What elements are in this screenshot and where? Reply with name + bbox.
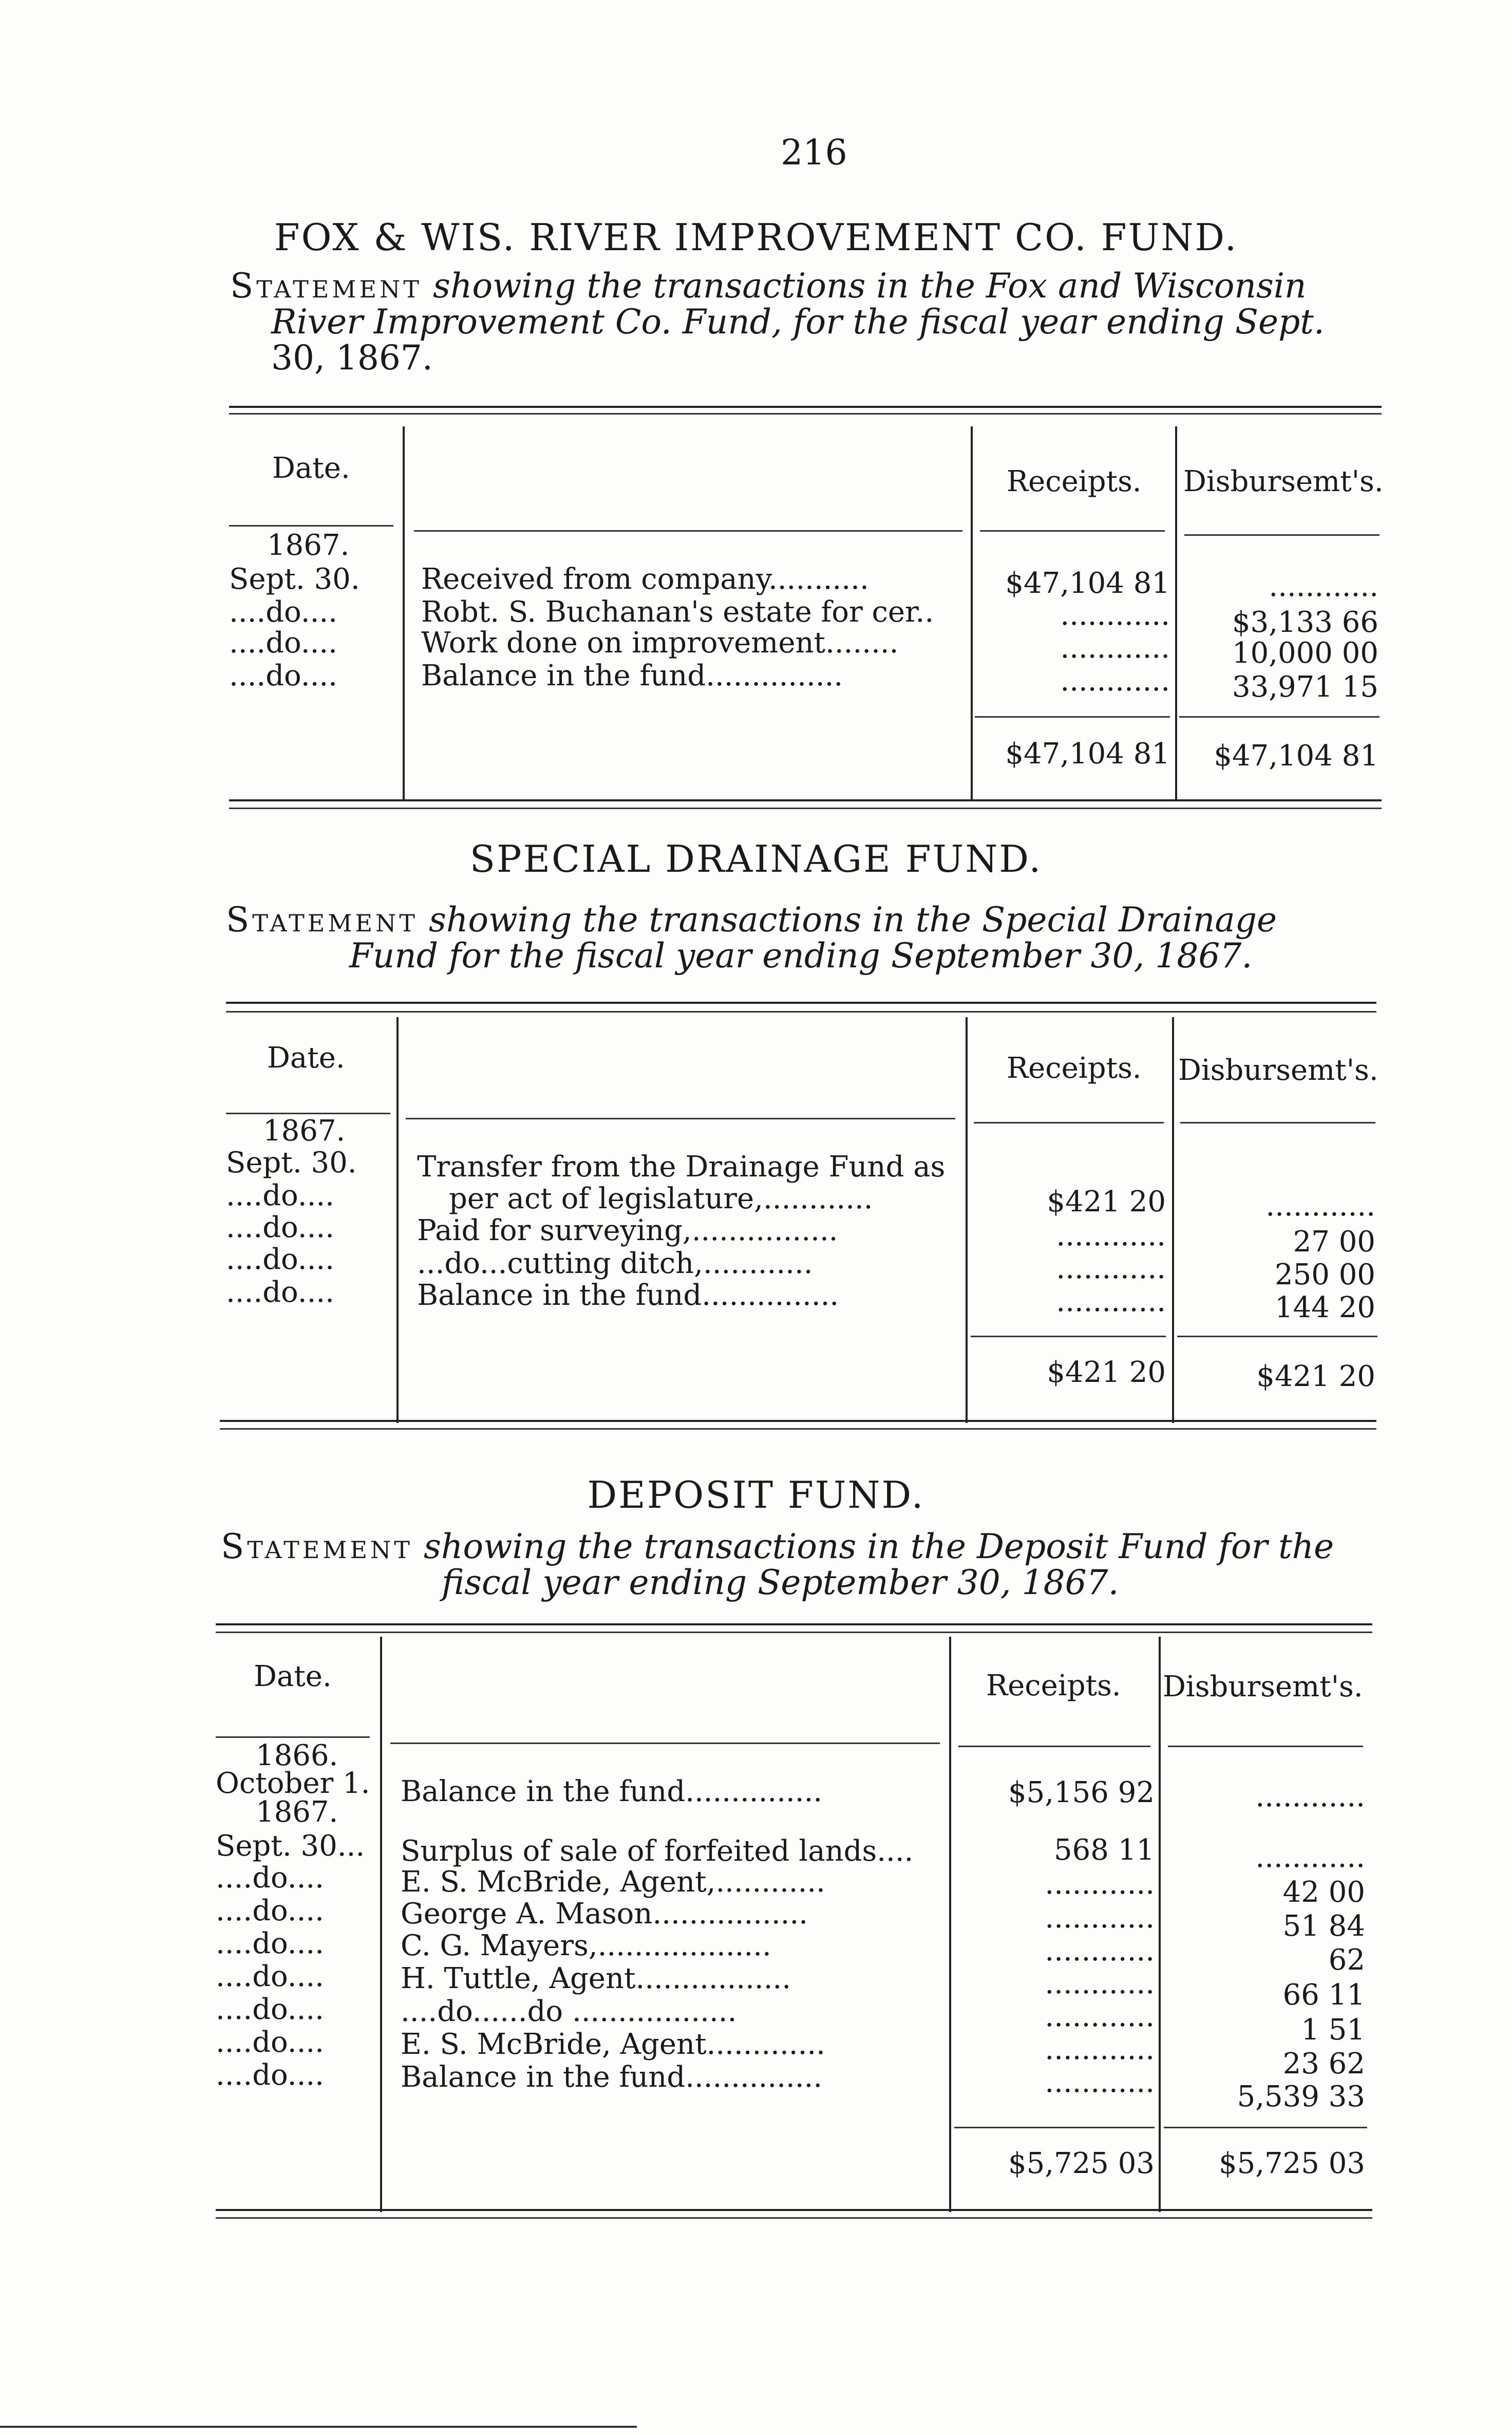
statement-lead: Statement: [230, 266, 422, 306]
header-disbursements: Disbursemt's.: [1163, 1670, 1363, 1703]
total-receipts: $47,104 81: [1005, 737, 1170, 771]
row-receipts: ............: [1045, 2033, 1155, 2066]
row-description: Paid for surveying,................: [417, 1214, 838, 1247]
row-disbursement: $3,133 66: [1232, 606, 1378, 639]
row-receipts: 568 11: [1054, 1833, 1155, 1867]
row-date: ....do....: [216, 2058, 324, 2092]
row-receipts: $5,156 92: [1008, 1776, 1155, 1809]
row-disbursement: 10,000 00: [1232, 636, 1378, 670]
row-disbursement: ............: [1269, 570, 1378, 603]
page-number: 216: [781, 133, 847, 173]
row-receipts: $47,104 81: [1005, 567, 1170, 600]
row-date: 1867.: [267, 529, 350, 562]
row-date: ....do....: [216, 1861, 324, 1895]
row-disbursement: 51 84: [1282, 1909, 1365, 1943]
header-date: Date.: [267, 1041, 345, 1075]
row-disbursement: 33,971 15: [1232, 670, 1378, 704]
row-date: Sept. 30.: [229, 563, 360, 596]
row-date: ....do....: [216, 1894, 324, 1927]
header-disbursements: Disbursemt's.: [1178, 1054, 1378, 1087]
row-disbursement: 27 00: [1293, 1225, 1375, 1259]
row-description: Balance in the fund...............: [401, 2061, 823, 2094]
statement-line: fiscal year ending September 30, 1867.: [442, 1563, 1119, 1602]
statement-line: Fund for the fiscal year ending September 30, 1867.: [349, 936, 1253, 976]
row-description: C. G. Mayers,...................: [401, 1929, 771, 1962]
row-disbursement: ............: [1255, 1841, 1365, 1874]
header-receipts: Receipts.: [986, 1669, 1121, 1702]
statement-line: showing the transactions in the Fox and Wisconsin: [432, 266, 1307, 306]
row-description: E. S. McBride, Agent.............: [401, 2028, 825, 2061]
row-receipts: ............: [1045, 1901, 1155, 1935]
total-receipts: $5,725 03: [1008, 2147, 1155, 2180]
total-disbursements: $47,104 81: [1214, 739, 1378, 773]
row-disbursement: 42 00: [1282, 1876, 1365, 1909]
row-date: ....do....: [226, 1179, 334, 1212]
statement-lead: Statement: [226, 900, 418, 940]
row-disbursement: 23 62: [1282, 2047, 1365, 2081]
statement-line: River Improvement Co. Fund, for the fiscal year ending Sept.: [271, 302, 1325, 342]
statement-text: [226, 902, 1387, 974]
row-receipts: ............: [1045, 1867, 1155, 1901]
row-disbursement: 62: [1328, 1943, 1365, 1977]
row-receipts: ............: [1060, 631, 1170, 665]
row-date: ....do....: [216, 1993, 324, 2026]
row-date: ....do....: [229, 595, 337, 629]
row-disbursement: 66 11: [1282, 1978, 1365, 2012]
row-date: 1866.: [256, 1739, 338, 1772]
row-date: Sept. 30.: [226, 1146, 357, 1179]
statement-line: showing the transactions in the Special Drainage: [428, 900, 1277, 940]
row-disbursement: 5,539 33: [1237, 2080, 1365, 2113]
header-disbursements: Disbursemt's.: [1183, 465, 1384, 498]
row-description: Surplus of sale of forfeited lands....: [401, 1834, 914, 1868]
row-description: Transfer from the Drainage Fund as: [417, 1150, 946, 1184]
row-description: Balance in the fund...............: [417, 1279, 839, 1312]
row-description: H. Tuttle, Agent.................: [401, 1962, 791, 1995]
row-receipts: ............: [1045, 2000, 1155, 2033]
row-disbursement: 144 20: [1275, 1291, 1375, 1324]
row-date: ....do....: [226, 1211, 334, 1244]
row-receipts: ............: [1056, 1219, 1166, 1252]
row-receipts: ............: [1045, 1967, 1155, 2000]
row-description: ....do......do ..................: [401, 1995, 737, 2028]
statement-lead: Statement: [221, 1527, 413, 1566]
row-date: ....do....: [216, 2026, 324, 2059]
row-description: Balance in the fund...............: [421, 659, 843, 692]
row-description: George A. Mason.................: [401, 1897, 808, 1931]
row-date: 1867.: [256, 1795, 338, 1829]
row-disbursement: 250 00: [1275, 1258, 1375, 1291]
row-receipts: ............: [1056, 1252, 1166, 1285]
header-date: Date.: [272, 452, 350, 485]
section-title: FOX & WIS. RIVER IMPROVEMENT CO. FUND.: [274, 216, 1238, 259]
row-date: ....do....: [226, 1276, 334, 1309]
row-date: 1867.: [263, 1114, 346, 1148]
statement-line: 30, 1867.: [271, 338, 433, 378]
row-date: Sept. 30...: [216, 1829, 365, 1863]
row-description: Work done on improvement........: [421, 626, 899, 660]
row-date: ....do....: [229, 659, 337, 692]
row-date: ....do....: [216, 1960, 324, 1993]
total-disbursements: $421 20: [1256, 1360, 1375, 1393]
row-description: ...do...cutting ditch,............: [417, 1247, 813, 1280]
row-date: October 1.: [216, 1767, 370, 1800]
total-receipts: $421 20: [1047, 1356, 1166, 1389]
row-description: Balance in the fund...............: [401, 1775, 823, 1808]
row-description: E. S. McBride, Agent,............: [401, 1865, 825, 1899]
statement-text: [221, 1529, 1382, 1601]
row-receipts: $421 20: [1047, 1185, 1166, 1219]
row-description: Robt. S. Buchanan's estate for cer..: [421, 595, 934, 629]
section-title: DEPOSIT FUND.: [587, 1473, 925, 1516]
row-date: ....do....: [229, 626, 337, 660]
header-receipts: Receipts.: [1007, 1052, 1142, 1085]
row-date: ....do....: [226, 1243, 334, 1276]
row-description: per act of legislature,............: [449, 1182, 873, 1215]
row-disbursement: ............: [1255, 1780, 1365, 1813]
row-description: Received from company...........: [421, 563, 869, 596]
row-receipts: ............: [1056, 1285, 1166, 1318]
row-receipts: ............: [1060, 598, 1170, 632]
row-disbursement: ............: [1265, 1189, 1375, 1223]
section-title: SPECIAL DRAINAGE FUND.: [469, 837, 1043, 881]
total-disbursements: $5,725 03: [1218, 2147, 1365, 2180]
header-receipts: Receipts.: [1007, 465, 1142, 498]
row-date: ....do....: [216, 1927, 324, 1960]
row-disbursement: 1 51: [1301, 2013, 1365, 2047]
statement-line: showing the transactions in the Deposit Fund for the: [423, 1527, 1334, 1566]
row-receipts: ............: [1045, 2066, 1155, 2099]
row-receipts: ............: [1045, 1934, 1155, 1968]
row-receipts: ............: [1060, 664, 1170, 698]
footer-rule: [0, 2426, 637, 2428]
header-date: Date.: [254, 1660, 332, 1693]
statement-text: [230, 268, 1381, 376]
